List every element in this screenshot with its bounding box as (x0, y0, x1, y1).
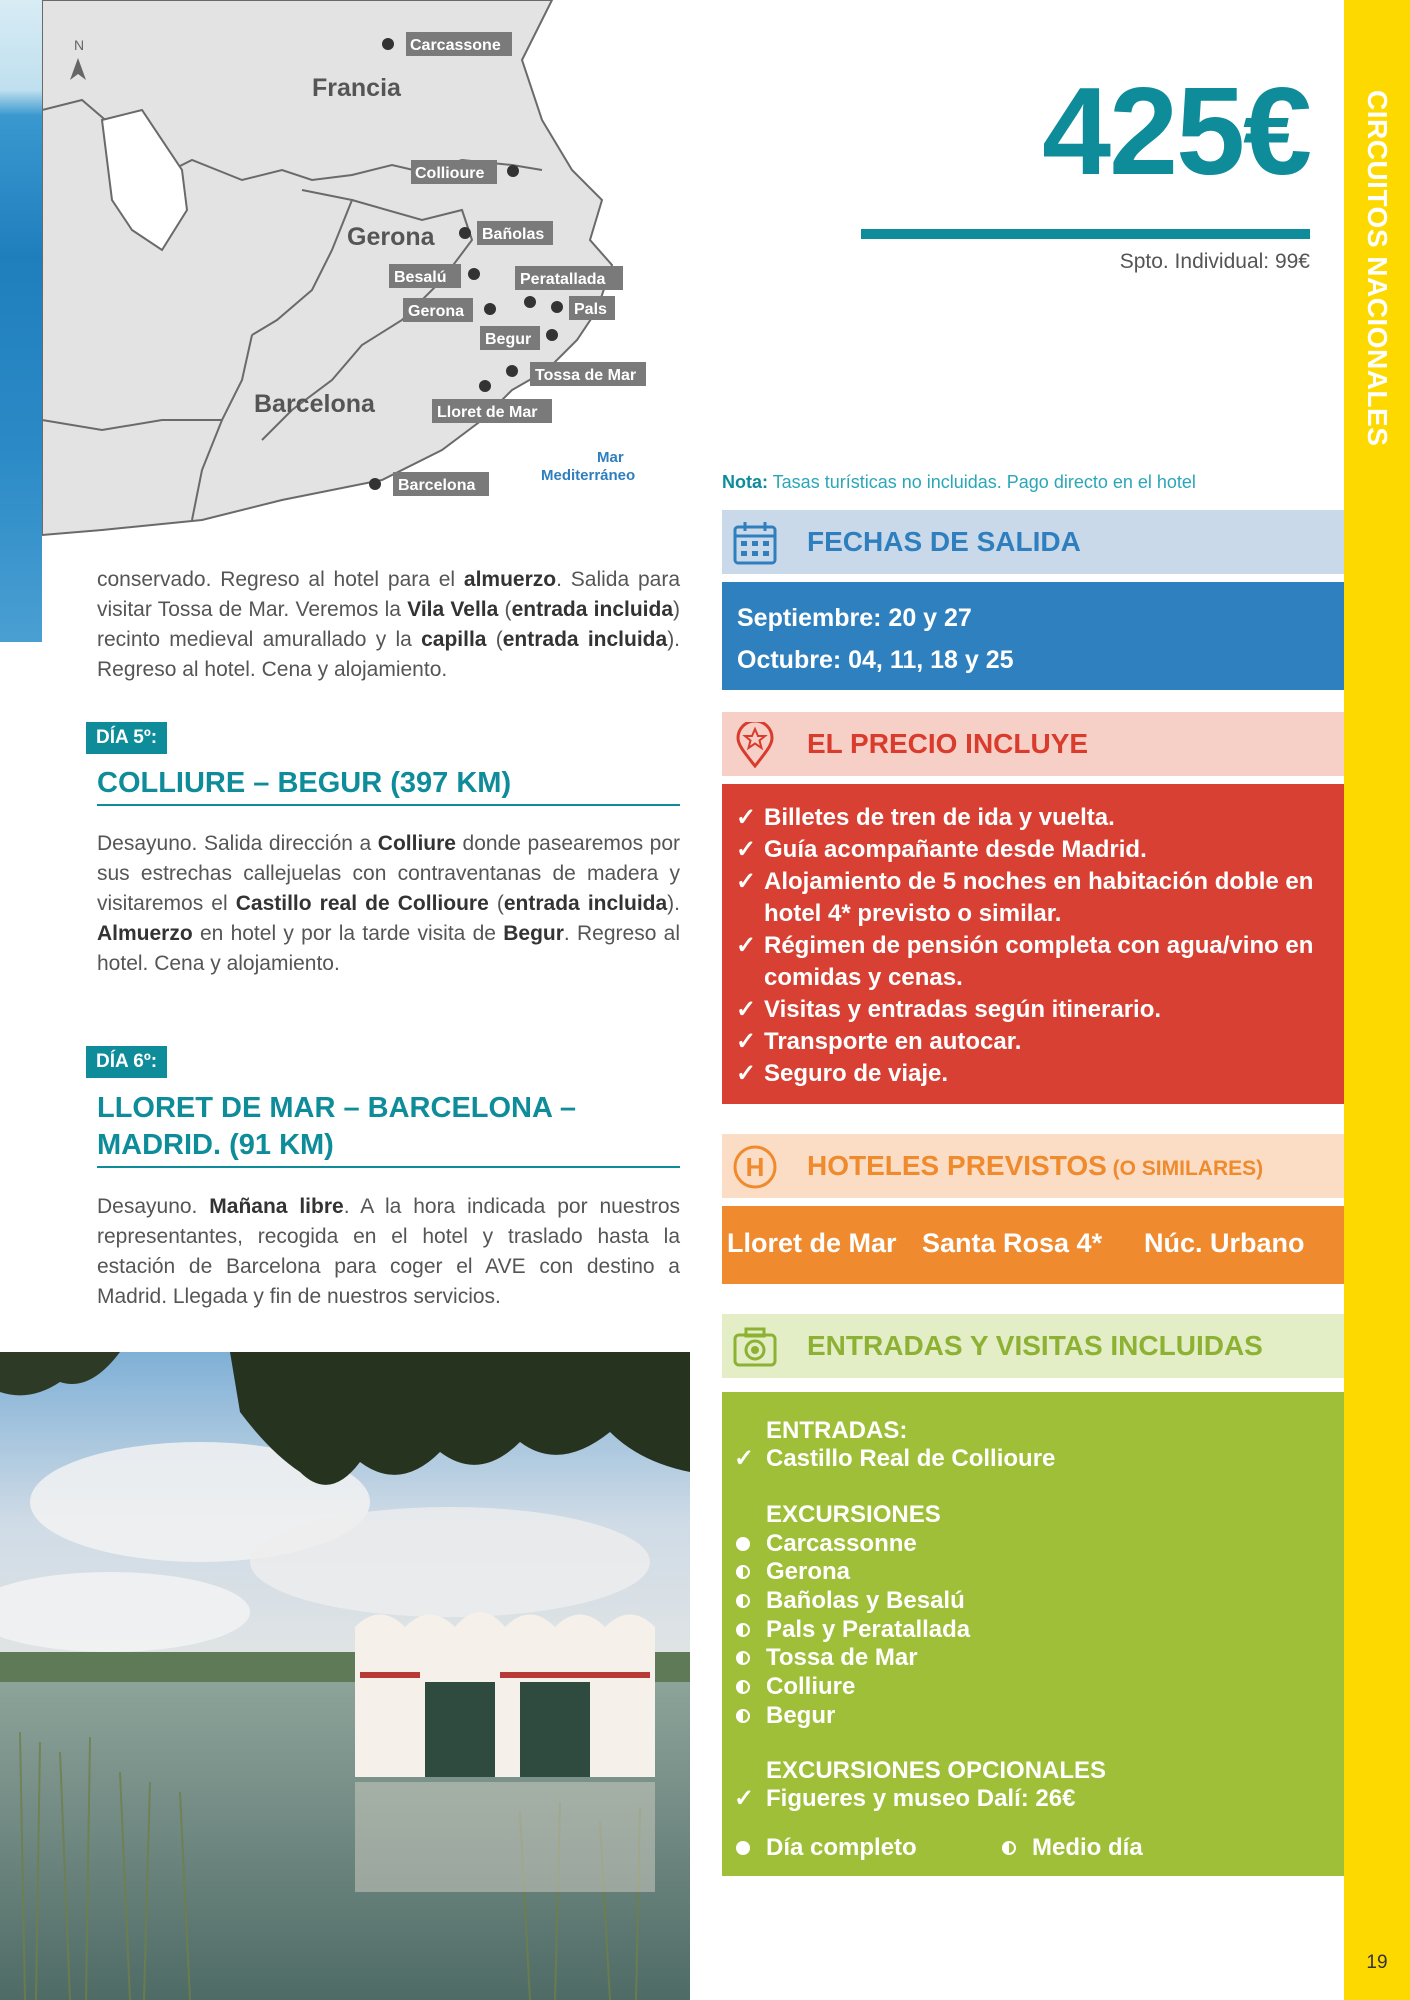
fechas-body (722, 582, 1344, 690)
half-day-icon (736, 1565, 750, 1579)
list-item: Gerona (766, 1557, 850, 1586)
day4-paragraph: conservado. Regreso al hotel para el almuerzo. Salida para visitar Tossa de Mar. Veremos la Vila Vella (entrada incluida) recinto medieval amurallado y la capilla (entrada incluida). Regreso al hotel. Cena y alojamiento. (97, 568, 681, 681)
svg-text:Begur: Begur (485, 331, 532, 348)
hoteles-title: HOTELES PREVISTOS (O SIMILARES) (807, 1150, 1264, 1181)
svg-text:Gerona: Gerona (408, 303, 465, 320)
list-item: Carcassonne (766, 1529, 917, 1558)
camera-icon (732, 1324, 778, 1370)
opcionales-heading: EXCURSIONES OPCIONALES (766, 1757, 1107, 1784)
day6-title: LLORET DE MAR – BARCELONA – MADRID. (91 KM) (97, 1090, 680, 1168)
svg-text:Bañolas: Bañolas (482, 226, 545, 243)
half-day-icon (1002, 1841, 1016, 1855)
svg-text:Besalú: Besalú (394, 269, 447, 286)
calendar-icon (732, 520, 778, 566)
half-day-icon (736, 1594, 750, 1608)
entradas-body (722, 1392, 1344, 1876)
half-day-icon (736, 1623, 750, 1637)
svg-text:Lloret de Mar: Lloret de Mar (437, 404, 538, 421)
hotel-city: Lloret de Mar (727, 1228, 897, 1258)
svg-text:Carcassone: Carcassone (410, 37, 501, 54)
full-day-icon (736, 1841, 750, 1855)
svg-text:H: H (745, 1152, 765, 1182)
list-item: ✓ Transporte en autocar. (736, 1026, 1334, 1058)
svg-text:Pals: Pals (574, 301, 607, 318)
full-day-icon (736, 1537, 750, 1551)
incluye-list (722, 784, 1344, 1090)
north-label: N (74, 37, 85, 53)
half-day-icon (736, 1651, 750, 1665)
location-star-icon (732, 722, 778, 768)
hotel-name: Santa Rosa 4* (922, 1228, 1103, 1258)
svg-text:Peratallada: Peratallada (520, 271, 606, 288)
svg-text:Collioure: Collioure (415, 165, 485, 182)
list-item: ✓ Seguro de viaje. (736, 1058, 1334, 1090)
list-item: Pals y Peratallada (766, 1615, 970, 1644)
price-rule (861, 229, 1310, 239)
list-item: ✓ Guía acompañante desde Madrid. (736, 834, 1334, 866)
list-item: Bañolas y Besalú (766, 1586, 965, 1615)
entradas-title: ENTRADAS Y VISITAS INCLUIDAS (807, 1330, 1263, 1361)
legend-half-day: Medio día (1032, 1833, 1143, 1862)
check-icon: ✓ (734, 1785, 755, 1812)
hoteles-body (722, 1206, 1344, 1284)
list-item: ✓ Alojamiento de 5 noches en habitación doble en hotel 4* previsto o similar. (736, 866, 1334, 930)
check-icon: ✓ (734, 1445, 755, 1472)
list-item: ✓ Billetes de tren de ida y vuelta. (736, 802, 1334, 834)
fecha-line: Octubre: 04, 11, 18 y 25 (737, 646, 1014, 674)
list-item: Colliure (766, 1672, 855, 1701)
day6-paragraph: Desayuno. Mañana libre. A la hora indicada por nuestros representantes, recogida en el hotel y traslado hasta la estación de Barcelona para coger el AVE con destino a Madrid. Llegada y fin de nuestros servicios. (97, 1195, 681, 1308)
hotel-icon (732, 1144, 778, 1190)
day5-paragraph: Desayuno. Salida dirección a Colliure donde pasearemos por sus estrechas callejuelas con contraventanas de madera y visitaremos el Castillo real de Collioure (entrada incluida). Almuerzo en hotel y por la tarde visita de Begur. Regreso al hotel. Cena y alojamiento. (97, 832, 681, 975)
route-map (42, 0, 702, 540)
map-sea-line2: Mediterráneo (541, 467, 636, 484)
opcionales-item: Figueres y museo Dalí: 26€ (766, 1785, 1076, 1812)
incluye-section-header (722, 712, 1344, 776)
single-supplement: Spto. Individual: 99€ (1119, 250, 1310, 273)
map-label-gerona-region: Gerona (347, 223, 435, 251)
fechas-section-header (722, 510, 1344, 574)
excursiones-heading: EXCURSIONES (766, 1501, 941, 1528)
day5-badge: DÍA 5º: (86, 722, 167, 754)
list-item: ✓ Visitas y entradas según itinerario. (736, 994, 1334, 1026)
list-item: Begur (766, 1701, 835, 1730)
lake-pavilion-photo (0, 1352, 690, 2000)
half-day-icon (736, 1709, 750, 1723)
sea-edge-image (0, 0, 42, 642)
map-label-francia: Francia (312, 74, 401, 102)
map-label-barcelona-region: Barcelona (254, 390, 375, 418)
fecha-line: Septiembre: 20 y 27 (737, 604, 972, 632)
incluye-title: EL PRECIO INCLUYE (807, 728, 1089, 759)
hotel-location: Núc. Urbano (1144, 1228, 1305, 1258)
half-day-icon (736, 1680, 750, 1694)
map-sea-line1: Mar (597, 449, 624, 466)
svg-text:Tossa de Mar: Tossa de Mar (535, 367, 637, 384)
page-number: 19 (1366, 1952, 1388, 1973)
entradas-item: Castillo Real de Collioure (766, 1445, 1056, 1472)
price-amount: 425€ (1042, 63, 1310, 201)
day6-badge: DÍA 6º: (86, 1046, 167, 1078)
list-item: ✓ Régimen de pensión completa con agua/vino en comidas y cenas. (736, 930, 1334, 994)
legend-full-day: Día completo (766, 1833, 917, 1862)
section-side-label: CIRCUITOS NACIONALES (1362, 90, 1393, 447)
hoteles-section-header (722, 1134, 1344, 1198)
incluye-body (722, 784, 1344, 1104)
day5-title: COLLIURE – BEGUR (397 KM) (97, 765, 680, 806)
entradas-heading: ENTRADAS: (766, 1417, 908, 1444)
fechas-title: FECHAS DE SALIDA (807, 526, 1081, 557)
tax-note: Nota: Tasas turísticas no incluidas. Pago directo en el hotel (722, 472, 1196, 492)
svg-text:Barcelona: Barcelona (398, 477, 476, 494)
entradas-section-header (722, 1314, 1344, 1378)
list-item: Tossa de Mar (766, 1643, 918, 1672)
